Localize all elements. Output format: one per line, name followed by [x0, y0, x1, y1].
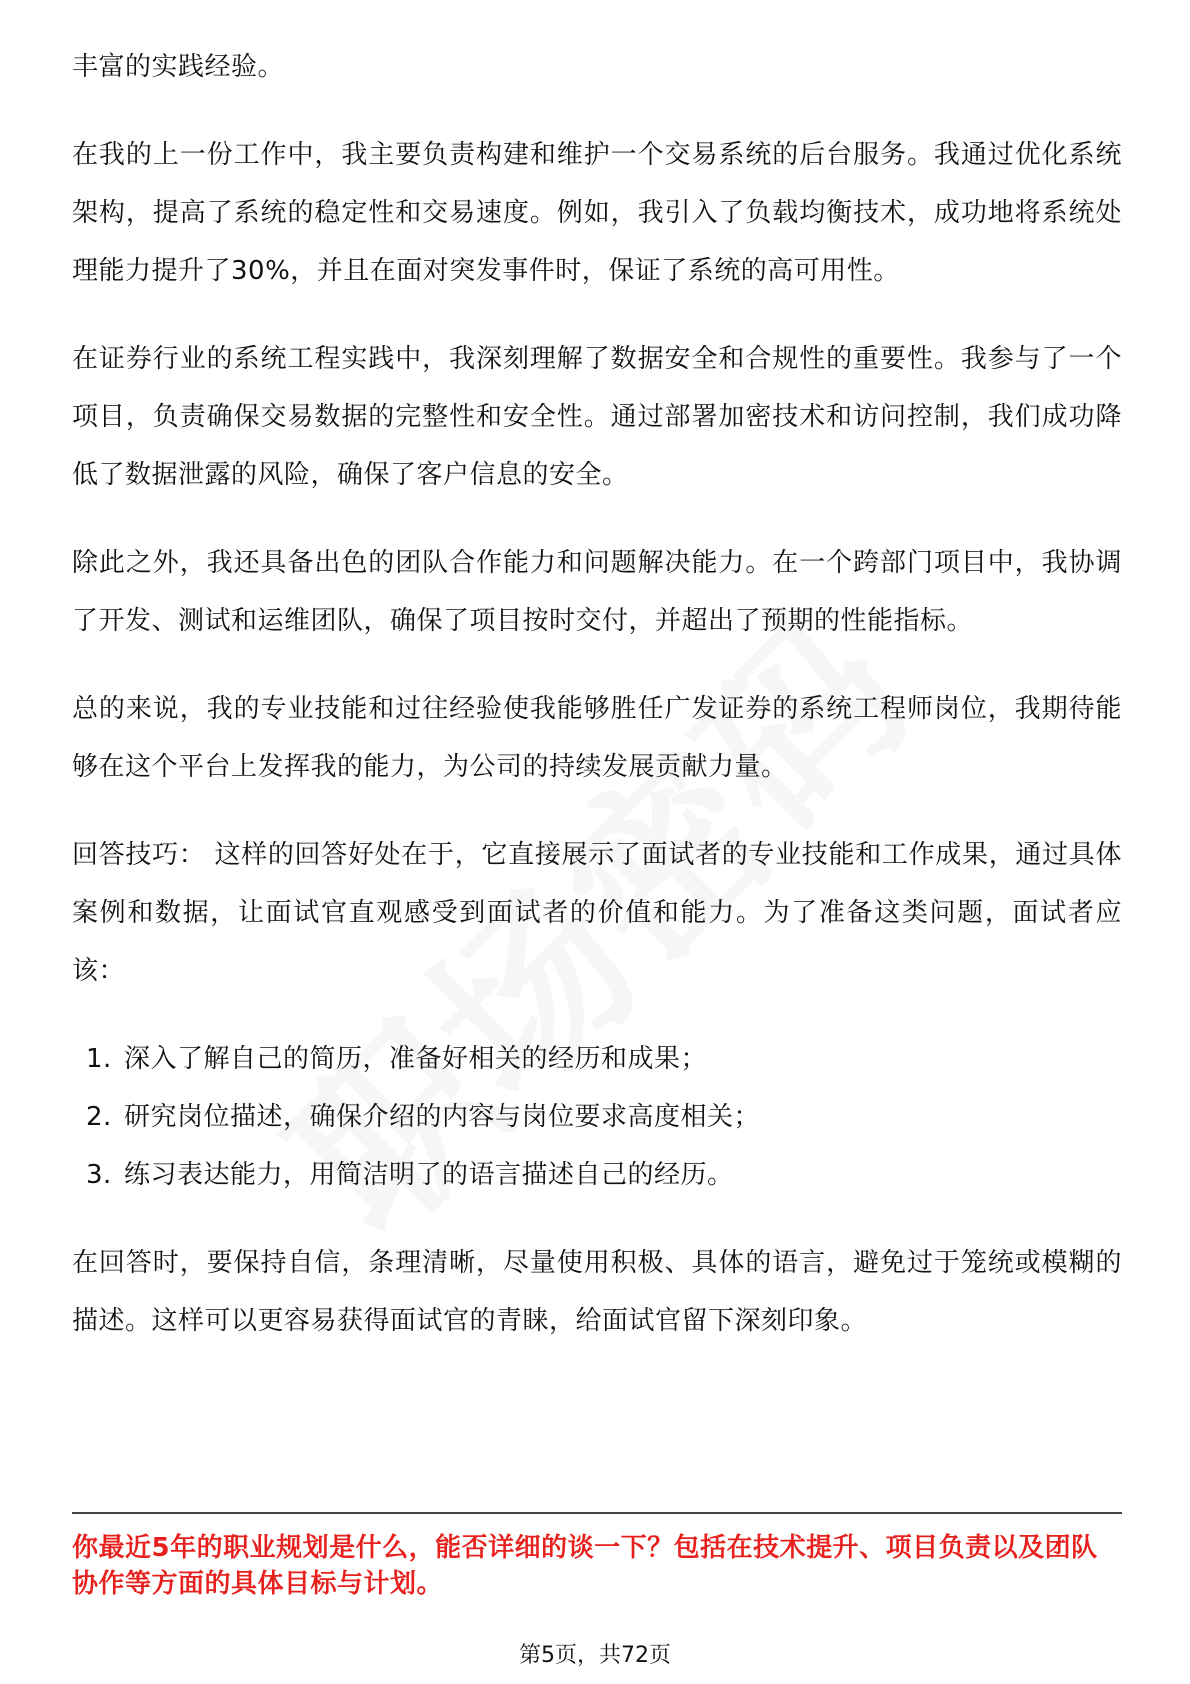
list-item [72, 1030, 1122, 1088]
answer-tips-paragraph: 回答技巧： 这样的回答好处在于，它直接展示了面试者的专业技能和工作成果，通过具体案例和数据，让面试官直观感受到面试者的价值和能力。为了准备这类问题，面试者应该： [72, 840, 1122, 986]
next-question-heading: 你最近5年的职业规划是什么，能否详细的谈一下？包括在技术提升、项目负责以及团队协作等方面的具体目标与计划。 [72, 1533, 1098, 1599]
list-item-text: 深入了解自己的简历，准备好相关的经历和成果； [124, 1044, 708, 1074]
closing-paragraph: 在回答时，要保持自信，条理清晰，尽量使用积极、具体的语言，避免过于笼统或模糊的描述。这样可以更容易获得面试官的青睐，给面试官留下深刻印象。 [72, 1248, 1122, 1336]
paragraph-3: 在证券行业的系统工程实践中，我深刻理解了数据安全和合规性的重要性。我参与了一个项目，负责确保交易数据的完整性和安全性。通过部署加密技术和访问控制，我们成功降低了数据泄露的风险，确保了客户信息的安全。 [72, 344, 1122, 490]
list-item [72, 1146, 1122, 1204]
page-footer: 第5页，共72页 [519, 1643, 671, 1668]
list-item-text: 练习表达能力，用简洁明了的语言描述自己的经历。 [124, 1160, 734, 1190]
list-item [72, 1088, 1122, 1146]
paragraph-4: 除此之外，我还具备出色的团队合作能力和问题解决能力。在一个跨部门项目中，我协调了开发、测试和运维团队，确保了项目按时交付，并超出了预期的性能指标。 [72, 548, 1122, 636]
list-item-text: 研究岗位描述，确保介绍的内容与岗位要求高度相关； [124, 1102, 761, 1132]
paragraph-1: 丰富的实践经验。 [72, 52, 285, 82]
paragraph-5: 总的来说，我的专业技能和过往经验使我能够胜任广发证券的系统工程师岗位，我期待能够在这个平台上发挥我的能力，为公司的持续发展贡献力量。 [72, 694, 1122, 782]
list-number: 1. [86, 1044, 112, 1074]
section-divider [72, 1512, 1122, 1514]
tips-list [72, 1030, 1122, 1204]
document-body [72, 38, 1122, 1380]
list-number: 2. [86, 1102, 112, 1132]
paragraph-2: 在我的上一份工作中，我主要负责构建和维护一个交易系统的后台服务。我通过优化系统架构，提高了系统的稳定性和交易速度。例如，我引入了负载均衡技术，成功地将系统处理能力提升了30%，并且在面对突发事件时，保证了系统的高可用性。 [72, 140, 1122, 286]
list-number: 3. [86, 1160, 112, 1190]
